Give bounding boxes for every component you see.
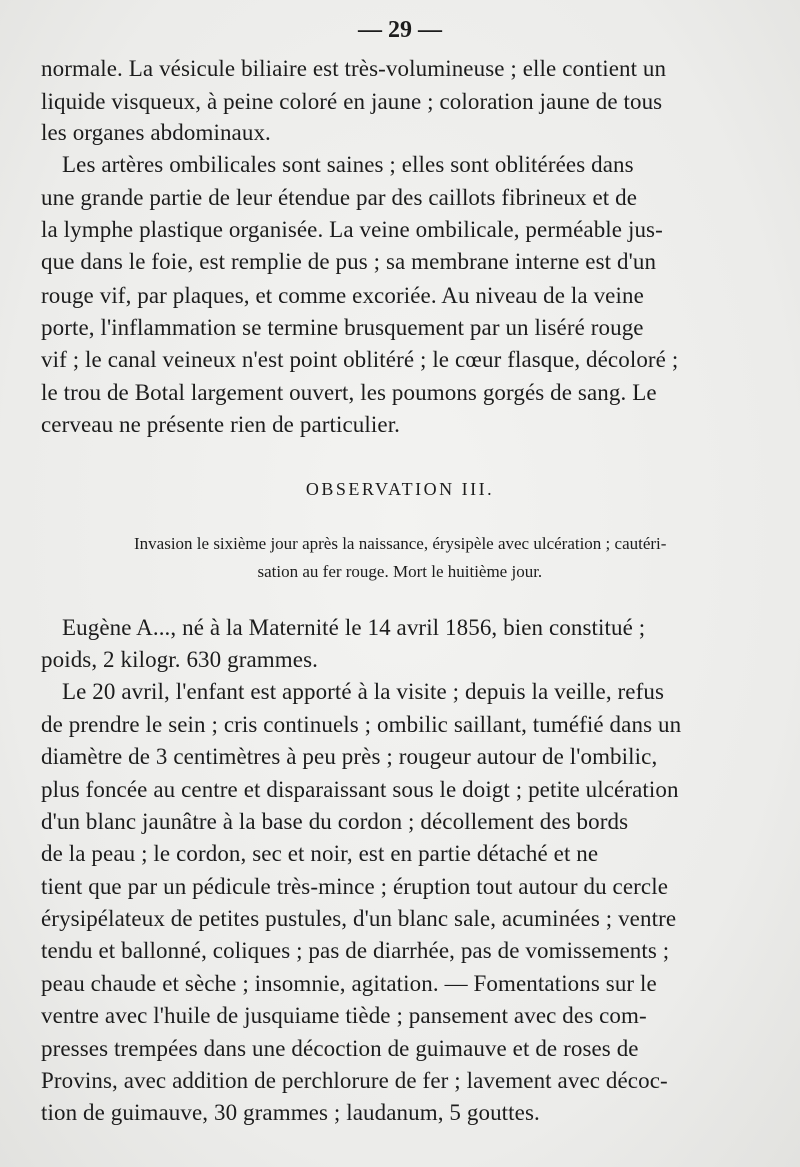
page-number: — 29 — xyxy=(358,17,442,43)
text-line: la lymphe plastique organisée. La veine ombilicale, perméable jus- xyxy=(41,217,663,242)
text-line: peau chaude et sèche ; insomnie, agitation. — Fomentations sur le xyxy=(41,971,657,996)
text-line: érysipélateux de petites pustules, d'un blanc sale, acuminées ; ventre xyxy=(41,906,677,931)
text-line: vif ; le canal veineux n'est point oblitéré ; le cœur flasque, décoloré ; xyxy=(41,347,679,372)
text-line: porte, l'inflammation se termine brusquement par un liséré rouge xyxy=(41,315,644,340)
text-line: le trou de Botal largement ouvert, les poumons gorgés de sang. Le xyxy=(41,380,657,405)
text-line: tient que par un pédicule très-mince ; éruption tout autour du cercle xyxy=(41,874,669,899)
text-line: Le 20 avril, l'enfant est apporté à la visite ; depuis la veille, refus xyxy=(62,679,665,704)
text-line: de la peau ; le cordon, sec et noir, est en partie détaché et ne xyxy=(41,841,599,866)
text-line: ventre avec l'huile de jusquiame tiède ; pansement avec des com- xyxy=(41,1003,647,1028)
observation-summary-line: sation au fer rouge. Mort le huitième jour. xyxy=(257,562,543,581)
text-line: tendu et ballonné, coliques ; pas de diarrhée, pas de vomissements ; xyxy=(41,938,670,963)
text-line: les organes abdominaux. xyxy=(41,120,271,145)
text-line: d'un blanc jaunâtre à la base du cordon ; décollement des bords xyxy=(41,809,629,834)
text-line: diamètre de 3 centimètres à peu près ; rougeur autour de l'ombilic, xyxy=(41,744,658,769)
text-line: liquide visqueux, à peine coloré en jaune ; coloration jaune de tous xyxy=(41,89,663,114)
observation-summary-line: Invasion le sixième jour après la naissance, érysipèle avec ulcération ; cautéri- xyxy=(134,534,667,553)
text-line: normale. La vésicule biliaire est très-volumineuse ; elle contient un xyxy=(41,56,667,81)
text-line: rouge vif, par plaques, et comme excoriée. Au niveau de la veine xyxy=(41,283,644,308)
text-line: tion de guimauve, 30 grammes ; laudanum, 5 gouttes. xyxy=(41,1100,540,1125)
observation-heading: OBSERVATION III. xyxy=(305,479,495,499)
text-line: Les artères ombilicales sont saines ; elles sont oblitérées dans xyxy=(62,152,634,177)
text-line: poids, 2 kilogr. 630 grammes. xyxy=(41,647,318,672)
text-line: presses trempées dans une décoction de guimauve et de roses de xyxy=(41,1036,639,1061)
text-line: Eugène A..., né à la Maternité le 14 avril 1856, bien constitué ; xyxy=(62,615,646,640)
text-line: cerveau ne présente rien de particulier. xyxy=(41,412,401,437)
text-line: plus foncée au centre et disparaissant sous le doigt ; petite ulcération xyxy=(41,777,679,802)
text-line: Provins, avec addition de perchlorure de fer ; lavement avec décoc- xyxy=(41,1068,668,1093)
text-line: de prendre le sein ; cris continuels ; ombilic saillant, tuméfié dans un xyxy=(41,712,682,737)
text-line: une grande partie de leur étendue par des caillots fibrineux et de xyxy=(41,185,638,210)
text-line: que dans le foie, est remplie de pus ; sa membrane interne est d'un xyxy=(41,249,657,274)
